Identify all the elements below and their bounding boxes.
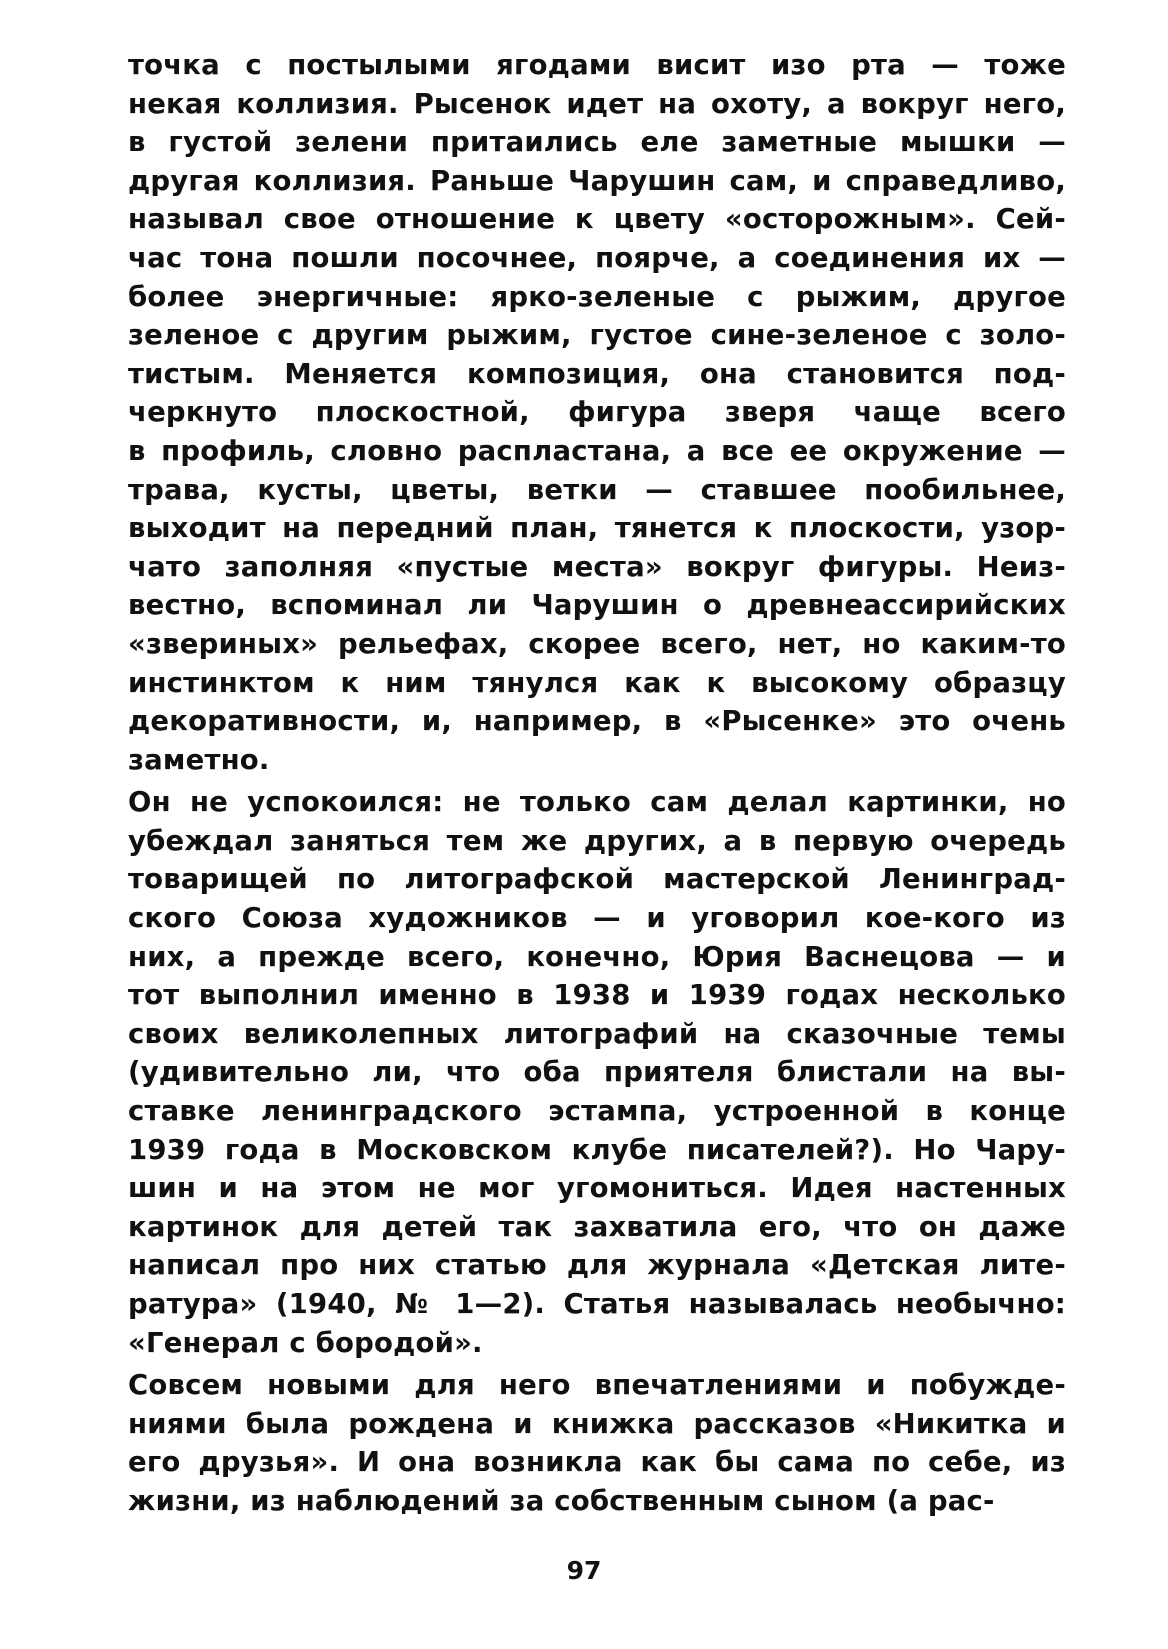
body-text <box>128 46 1066 1521</box>
text-line: вестно, вспоминал ли Чарушин о древнеассирийских <box>128 589 1066 622</box>
text-line: час тона пошли посочнее, поярче, а соединения их — <box>128 241 1066 274</box>
text-line: шин и на этом не мог угомониться. Идея настенных <box>128 1172 1066 1205</box>
text-line: ниями была рождена и книжка рассказов «Никитка и <box>128 1407 1066 1440</box>
text-line: товарищей по литографской мастерской Ленинград- <box>128 863 1066 896</box>
text-line: тистым. Меняется композиция, она становится под- <box>128 357 1066 390</box>
text-line: его друзья». И она возникла как бы сама по себе, из <box>128 1446 1066 1479</box>
text-line: заметно. <box>128 743 270 776</box>
text-line: выходит на передний план, тянется к плоскости, узор- <box>128 512 1066 545</box>
text-line: называл свое отношение к цвету «осторожным». Сей- <box>128 203 1066 236</box>
text-line: Он не успокоился: не только сам делал картинки, но <box>128 786 1066 819</box>
text-line: инстинктом к ним тянулся как к высокому образцу <box>128 666 1066 699</box>
text-line: более энергичные: ярко-зеленые с рыжим, другое <box>128 280 1066 313</box>
text-line: тот выполнил именно в 1938 и 1939 годах несколько <box>128 979 1066 1012</box>
paragraph <box>128 783 1066 1362</box>
text-line: (удивительно ли, что оба приятеля блистали на вы- <box>128 1056 1066 1089</box>
text-line: ратура» (1940, № 1—2). Статья называлась необычно: <box>128 1288 1066 1320</box>
text-line: некая коллизия. Рысенок идет на охоту, а вокруг него, <box>128 87 1066 120</box>
text-line: картинок для детей так захватила его, что он даже <box>128 1210 1066 1243</box>
text-line: 1939 года в Московском клубе писателей?). Но Чару- <box>128 1133 1066 1166</box>
text-line: Совсем новыми для него впечатлениями и побужде- <box>128 1369 1066 1402</box>
text-line: зеленое с другим рыжим, густое сине-зеленое с золо- <box>128 319 1066 352</box>
text-line: своих великолепных литографий на сказочные темы <box>128 1017 1066 1050</box>
text-line: жизни, из наблюдений за собственным сыном (а рас- <box>128 1484 995 1517</box>
text-line: убеждал заняться тем же других, а в первую очередь <box>128 824 1066 857</box>
page-number: 97 <box>566 1556 602 1585</box>
text-line: черкнуто плоскостной, фигура зверя чаще всего <box>128 396 1066 429</box>
paragraph <box>128 46 1066 779</box>
text-line: в густой зелени притаились еле заметные мышки — <box>128 126 1066 159</box>
text-line: «Генерал с бородой». <box>128 1326 483 1359</box>
text-line: декоративности, и, например, в «Рысенке» это очень <box>128 705 1066 738</box>
text-line: «звериных» рельефах, скорее всего, нет, но каким-то <box>128 627 1066 660</box>
text-line: чато заполняя «пустые места» вокруг фигуры. Неиз- <box>128 550 1066 583</box>
text-line: точка с постылыми ягодами висит изо рта — тоже <box>128 49 1066 81</box>
text-line: ставке ленинградского эстампа, устроенной в конце <box>128 1095 1066 1128</box>
text-line: в профиль, словно распластана, а все ее окружение — <box>128 434 1066 467</box>
text-line: них, а прежде всего, конечно, Юрия Васнецова — и <box>128 940 1066 973</box>
text-line: ского Союза художников — и уговорил кое-кого из <box>128 902 1066 935</box>
text-line: написал про них статью для журнала «Детская лите- <box>128 1249 1066 1282</box>
text-line: трава, кусты, цветы, ветки — ставшее пообильнее, <box>128 473 1066 506</box>
text-line: другая коллизия. Раньше Чарушин сам, и справедливо, <box>128 164 1066 197</box>
paragraph <box>128 1366 1066 1520</box>
